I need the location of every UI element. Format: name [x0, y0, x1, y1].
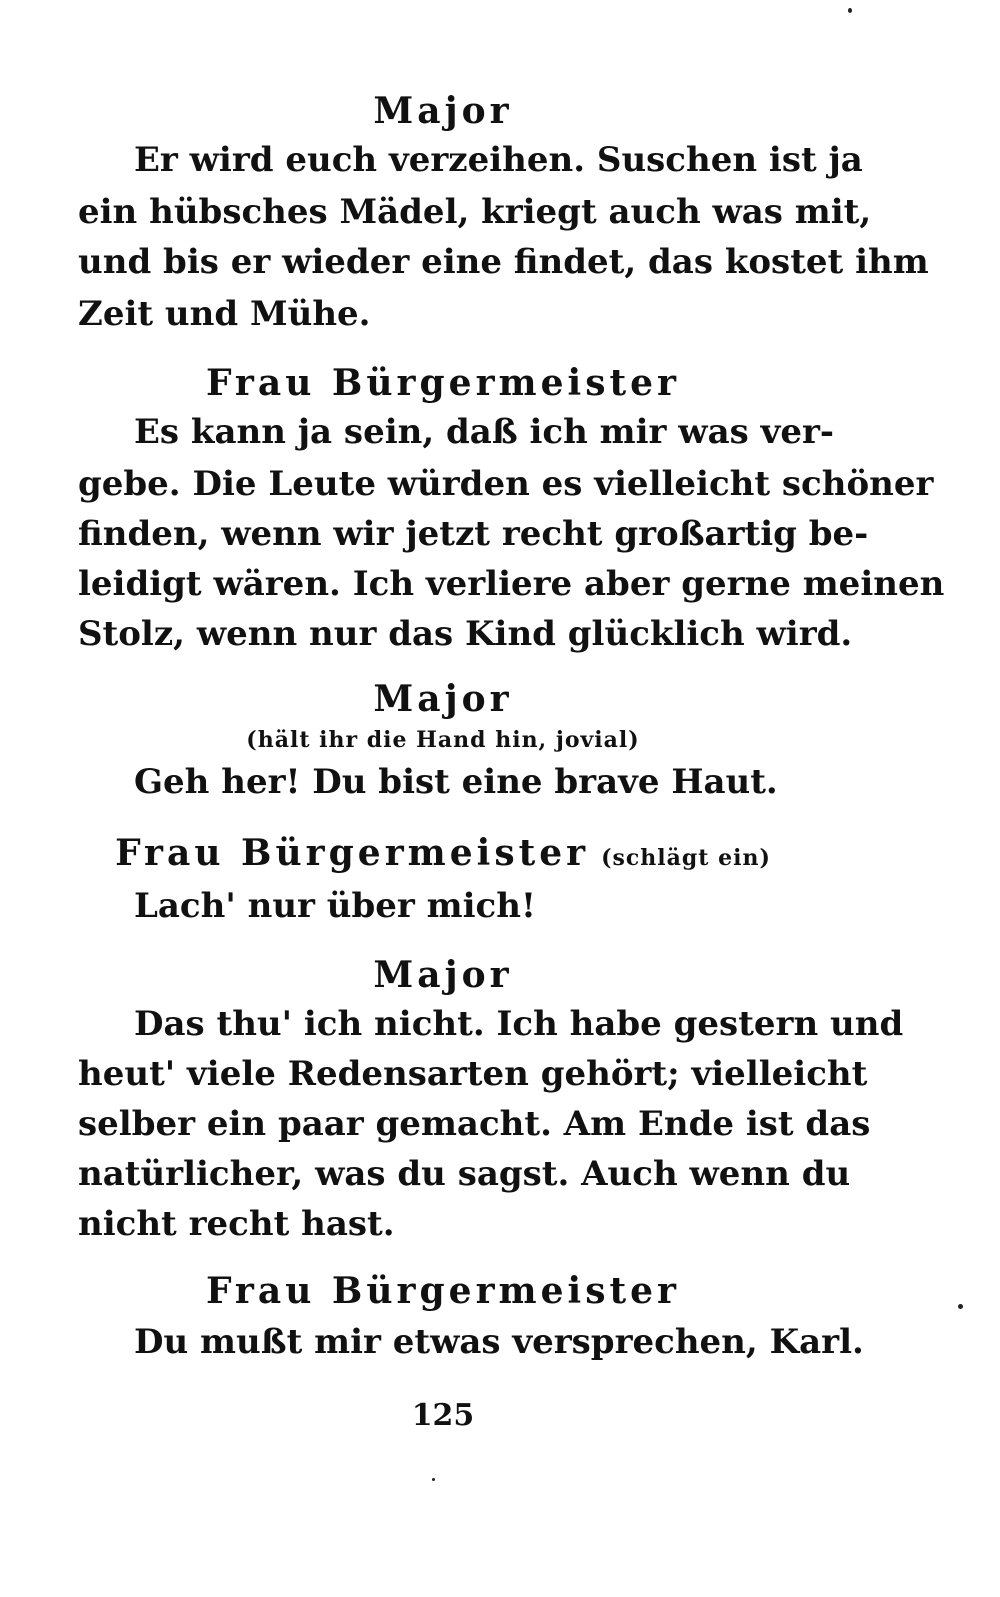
- speech-line: Das thu' ich nicht. Ich habe gestern und: [134, 1004, 904, 1044]
- speech-line: natürlicher, was du sagst. Auch wenn du: [78, 1154, 851, 1194]
- speaker-heading-major: Major: [373, 678, 513, 720]
- speech-line: Es kann ja sein, daß ich mir was ver-: [134, 412, 834, 452]
- speech-line: ein hübsches Mädel, kriegt auch was mit,: [78, 192, 872, 232]
- speech-line: finden, wenn wir jetzt recht großartig be-: [78, 514, 869, 554]
- speech-line: und bis er wieder eine findet, das kostet ihm: [78, 242, 929, 282]
- speaker-heading-major: Major: [373, 90, 513, 132]
- page-number: 125: [411, 1398, 475, 1433]
- speaker-heading-major: Major: [373, 954, 513, 996]
- speech-line: heut' viele Redensarten gehört; vielleicht: [78, 1054, 868, 1094]
- speaker-heading-frau-buergermeister: [78, 830, 808, 881]
- speech-line: nicht recht hast.: [78, 1204, 395, 1244]
- speaker-name: Frau Bürgermeister: [115, 832, 590, 874]
- speech-line: gebe. Die Leute würden es vielleicht schöner: [78, 464, 934, 504]
- speech-line: Lach' nur über mich!: [134, 886, 536, 926]
- stage-direction: (schlägt ein): [601, 845, 771, 871]
- scan-speck: [848, 8, 852, 13]
- stage-direction: (hält ihr die Hand hin, jovial): [246, 727, 640, 753]
- speaker-heading-frau-buergermeister: Frau Bürgermeister: [206, 1270, 680, 1312]
- book-page: [78, 0, 945, 1597]
- speech-line: Er wird euch verzeihen. Suschen ist ja: [134, 140, 863, 180]
- speech-line: Geh her! Du bist eine brave Haut.: [134, 762, 778, 802]
- speaker-heading-frau-buergermeister: Frau Bürgermeister: [206, 362, 680, 404]
- speech-line: selber ein paar gemacht. Am Ende ist das: [78, 1104, 871, 1144]
- scan-speck: [432, 1478, 435, 1481]
- speech-line: Zeit und Mühe.: [78, 294, 371, 334]
- speech-line: Stolz, wenn nur das Kind glücklich wird.: [78, 614, 853, 654]
- speech-line: leidigt wären. Ich verliere aber gerne meinen: [78, 564, 945, 604]
- scan-speck: [958, 1304, 963, 1309]
- speech-line: Du mußt mir etwas versprechen, Karl.: [134, 1322, 864, 1362]
